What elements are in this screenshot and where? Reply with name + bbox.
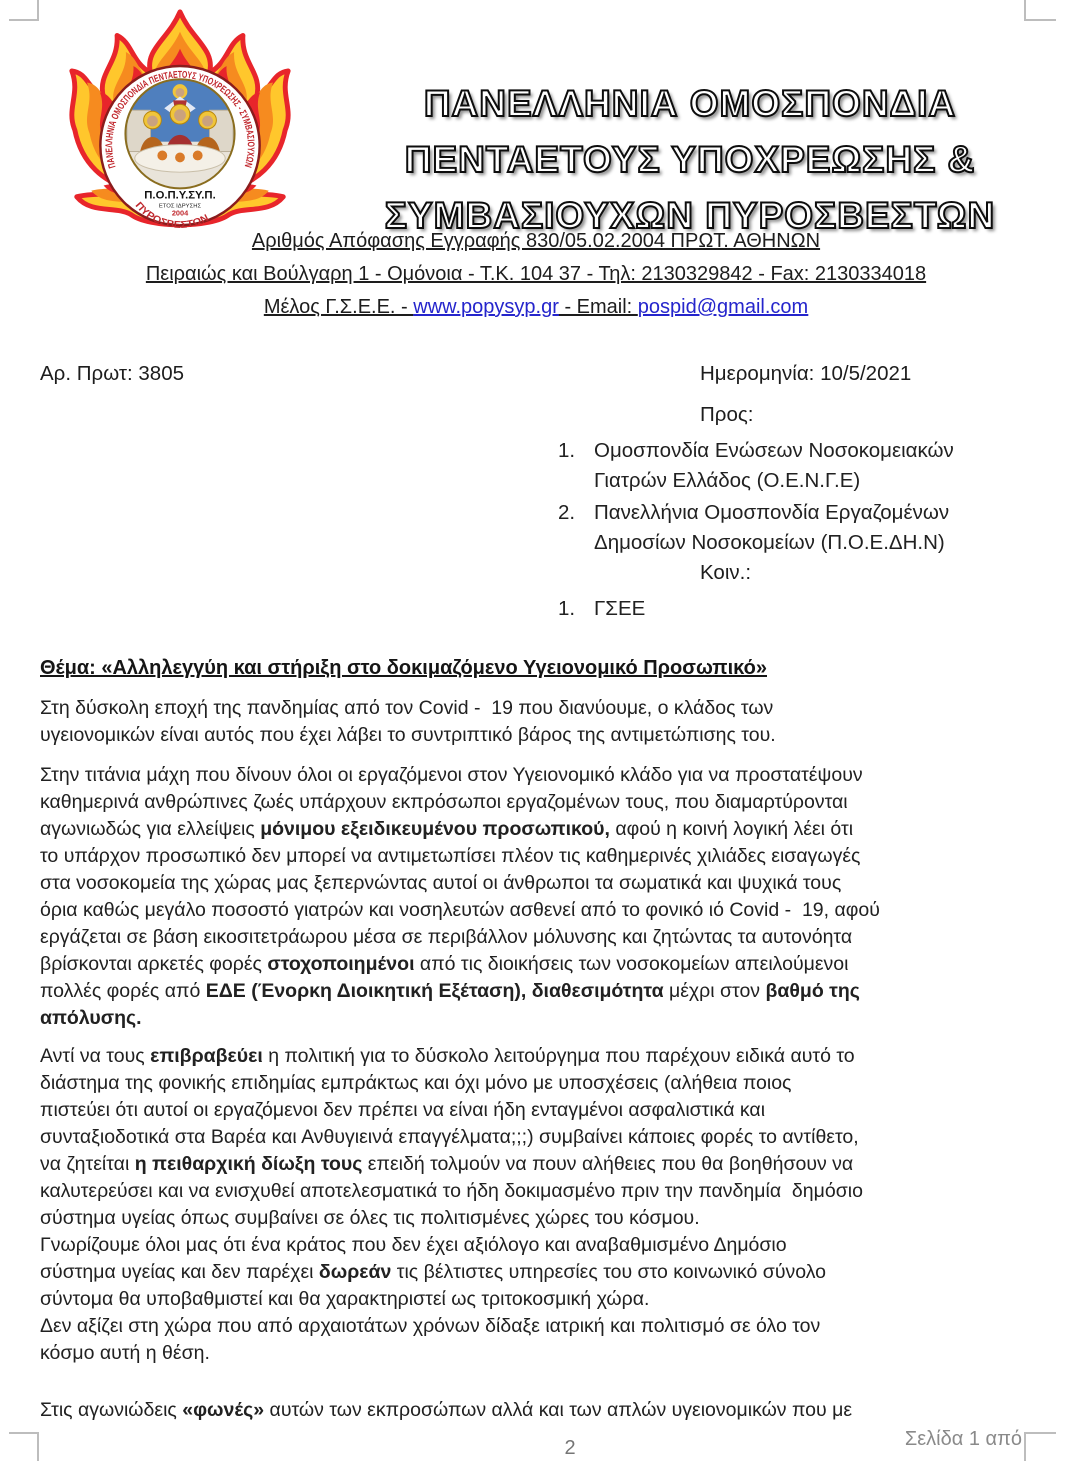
logo-founding-year: 2004 <box>171 208 189 218</box>
body-line: συνταξιοδοτικά στα Βαρέα και Ανθυγιεινά επαγγέλματα;;;) συμβαίνει κάποιες φορές το αντίθετο, <box>40 1126 859 1148</box>
org-title-line: ΠΕΝΤΑΕΤΟΥΣ ΥΠΟΧΡΕΩΣΗΣ & <box>404 139 976 180</box>
list-item <box>558 436 1038 496</box>
body-paragraph <box>40 1397 1040 1424</box>
crop-mark-bottom-right <box>1024 1432 1026 1461</box>
crop-mark-top-left <box>9 19 39 21</box>
letter-body <box>40 695 1040 1435</box>
body-line: το υπάρχον προσωπικό δεν μπορεί να αντιμετωπίσει πλέον τις καθημερινές χιλιάδες εισαγωγές <box>40 845 861 867</box>
body-line: σύντομα θα υποβαθμιστεί και θα χαρακτηριστεί ως τριτοκοσμική χώρα. <box>40 1288 650 1310</box>
crop-mark-top-right <box>1024 19 1056 21</box>
body-line: απόλυσης. <box>40 1007 142 1029</box>
membership-prefix: Μέλος Γ.Σ.Ε.Ε. - <box>263 296 414 318</box>
logo-ring-text: ΠΑΝΕΛΛΗΝΙΑ ΟΜΟΣΠΟΝΔΙΑ ΠΕΝΤΑΕΤΟΥΣ ΥΠΟΧΡΕΩΣΗΣ - ΣΥΜΒΑΣΙΟΥΧΩΝ <box>104 69 256 171</box>
to-label: Προς: <box>700 403 754 426</box>
list-item-line: ΓΣΕΕ <box>594 597 646 620</box>
email-separator: - Email: <box>558 296 638 318</box>
body-line: όρια καθώς μεγάλο ποσοστό γιατρών και νοσηλευτών ασθενεί από το φονικό ιό Covid - 19, αφού <box>40 899 880 921</box>
body-line: καθημερινά ανθρώπινες ζωές υπάρχουν εκπρόσωποι εργαζομένων τους, που διαμαρτύρονται <box>40 791 848 813</box>
address-line: Πειραιώς και Βούλγαρη 1 - Ομόνοια - Τ.Κ. 104 37 - Τηλ: 2130329842 - Fax: 2130334018 <box>145 263 927 285</box>
body-line: διάστημα της φονικής επιδημίας εμπράκτως και όχι μόνο με υποσχέσεις (αλήθεια ποιος <box>40 1072 792 1094</box>
website-link[interactable]: www.popysyp.gr <box>413 296 559 318</box>
footer-page-number: 2 <box>564 1437 576 1459</box>
crop-mark-top-right <box>1024 0 1026 20</box>
cc-label: Κοιν.: <box>700 561 752 584</box>
body-line: υγειονομικών είναι αυτός που έχει λάβει το συντριπτικό βάρος της αντιμετώπισης του. <box>40 724 776 746</box>
org-title-line: ΣΥΜΒΑΣΙΟΥΧΩΝ ΠΥΡΟΣΒΕΣΤΩΝ <box>384 195 996 236</box>
protocol-number: Αρ. Πρωτ: 3805 <box>40 362 185 385</box>
body-line: Γνωρίζουμε όλοι μας ότι ένα κράτος που δεν έχει αξιόλογο και αναβαθμισμένο Δημόσιο <box>40 1234 787 1256</box>
list-item-line: Γιατρών Ελλάδος (Ο.Ε.Ν.Γ.Ε) <box>594 469 861 492</box>
cc-list <box>558 594 1038 626</box>
body-line: Αντί να τους επιβραβεύει η πολιτική για το δύσκολο λειτούργημα που παρέχουν ειδικά αυτό το <box>40 1045 855 1067</box>
date-label: Ημερομηνία: 10/5/2021 <box>700 362 912 385</box>
body-line: σύστημα υγείας όπως συμβαίνει σε όλες τις πολιτισμένες χώρες του κόσμου. <box>40 1207 700 1229</box>
body-line: στα νοσοκομεία της χώρας μας ξεπερνώντας αυτοί οι άνθρωποι τα σωματικά και ψυχικά τους <box>40 872 842 894</box>
body-line: Στη δύσκολη εποχή της πανδημίας από τον Covid - 19 που διανύουμε, ο κλάδος των <box>40 697 774 719</box>
body-paragraph <box>40 695 1040 749</box>
membership-line <box>40 296 1032 318</box>
body-line: πιστεύει ότι αυτοί οι εργαζόμενοι δεν πρέπει να είναι ήδη ενταγμένοι ασφαλιστικά και <box>40 1099 766 1121</box>
body-line: εργάζεται σε βάση εικοσιτετράωρου μέσα σε περιβάλλον μόλυνσης και ζητώντας τα αυτονόητα <box>40 926 853 948</box>
list-number: 1. <box>558 597 576 620</box>
list-item <box>558 594 1038 624</box>
page-indicator: Σελίδα 1 από <box>904 1428 1022 1450</box>
org-title-line: ΠΑΝΕΛΛΗΝΙΑ ΟΜΟΣΠΟΝΔΙΑ <box>423 83 957 124</box>
body-line: καλυτερεύσει και να ενισχυθεί αποτελεσματικά το ήδη δοκιμασμένο πριν την πανδημία δημόσιο <box>40 1180 863 1202</box>
crop-mark-bottom-left <box>37 1432 39 1461</box>
body-line: Στην τιτάνια μάχη που δίνουν όλοι οι εργαζόμενοι στον Υγειονομικό κλάδο για να προστατέψουν <box>40 764 863 786</box>
list-item-line: Δημοσίων Νοσοκομείων (Π.Ο.Ε.ΔΗ.Ν) <box>594 531 945 554</box>
body-line: Δεν αξίζει στη χώρα που από αρχαιοτάτων χρόνων δίδαξε ιατρική και πολιτισμό σε όλο τον <box>40 1315 821 1337</box>
body-line: βρίσκονται αρκετές φορές στοχοποιημένοι από τις διοικήσεις των νοσοκομείων απειλούμενοι <box>40 953 849 975</box>
crop-mark-top-left <box>37 0 39 20</box>
body-line: πολλές φορές από ΕΔΕ (Ένορκη Διοικητική Εξέταση), διαθεσιμότητα μέχρι στον βαθμό της <box>40 980 860 1002</box>
header-sublines <box>40 230 1032 329</box>
body-line: να ζητείται η πειθαρχική δίωξη τους επειδή τολμούν να πουν αλήθειες που θα βοηθήσουν να <box>40 1153 854 1175</box>
body-paragraph <box>40 1043 1040 1367</box>
logo-founding-label: ΕΤΟΣ ΙΔΡΥΣΗΣ <box>158 203 202 210</box>
body-line: κόσμο αυτή η θέση. <box>40 1342 210 1364</box>
body-line: Στις αγωνιώδεις «φωνές» αυτών των εκπροσώπων αλλά και των απλών υγειονομικών που με <box>40 1399 853 1421</box>
subject-line: Θέμα: «Αλληλεγγύη και στήριξη στο δοκιμαζόμενο Υγειονομικό Προσωπικό» <box>40 657 767 679</box>
recipient-list <box>558 436 1038 560</box>
list-item-line: Πανελλήνια Ομοσπονδία Εργαζομένων <box>594 501 950 524</box>
email-link[interactable]: pospid@gmail.com <box>637 296 809 318</box>
body-paragraph <box>40 762 1040 1032</box>
logo-acronym: Π.Ο.Π.Υ.ΣΥ.Π. <box>144 189 216 202</box>
federation-logo-icon <box>62 6 298 242</box>
body-line: αγωνιωδώς για ελλείψεις μόνιμου εξειδικευμένου προσωπικού, αφού η κοινή λογική λέει ότι <box>40 818 854 840</box>
crop-mark-bottom-left <box>9 1432 39 1434</box>
registration-line: Αριθμός Απόφασης Εγγραφής 830/05.02.2004 ΠΡΩΤ. ΑΘΗΝΩΝ <box>251 230 821 252</box>
list-item-line: Ομοσπονδία Ενώσεων Νοσοκομειακών <box>594 439 954 462</box>
list-number: 1. <box>558 439 576 462</box>
list-number: 2. <box>558 501 576 524</box>
org-title <box>330 76 1050 244</box>
body-line: σύστημα υγείας και δεν παρέχει δωρεάν τις βέλτιστες υπηρεσίες του στο κοινωνικό σύνολο <box>40 1261 827 1283</box>
list-item <box>558 498 1038 558</box>
logo-ring-text-bottom: ΠΥΡΟΣΒΕΣΤΩΝ <box>132 200 210 231</box>
